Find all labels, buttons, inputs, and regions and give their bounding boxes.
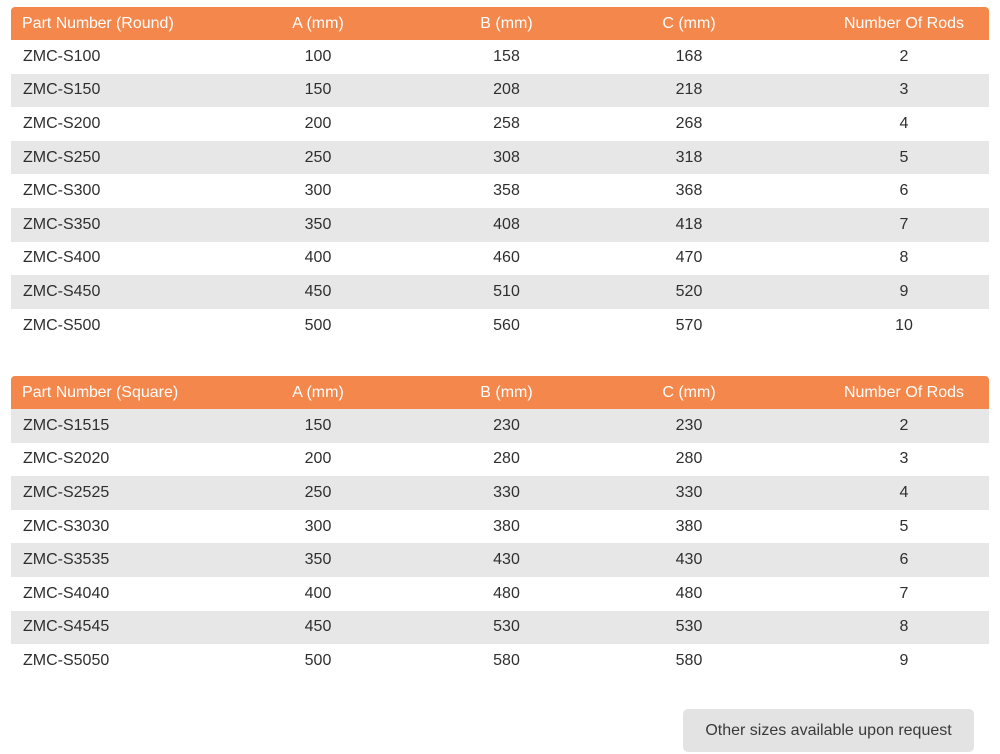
c-cell: 230 <box>675 416 703 434</box>
b-cell: 308 <box>493 148 520 166</box>
square-parts-table <box>11 376 989 678</box>
rods-cell: 6 <box>899 551 909 569</box>
rods-cell: 3 <box>899 81 909 99</box>
part-number-cell: ZMC-S450 <box>23 282 101 300</box>
table-row <box>11 611 989 645</box>
b-cell: 408 <box>493 215 520 233</box>
a-cell: 500 <box>304 651 332 669</box>
table-row <box>11 74 989 108</box>
b-cell: 280 <box>493 450 520 468</box>
table-row <box>11 476 989 510</box>
a-cell: 150 <box>304 416 332 434</box>
b-cell: 230 <box>493 416 520 434</box>
table-row <box>11 510 989 544</box>
a-cell: 300 <box>304 182 332 200</box>
rods-cell: 3 <box>899 450 909 468</box>
rods-cell: 7 <box>899 584 909 602</box>
header-number-of-rods: Number Of Rods <box>843 383 965 401</box>
c-cell: 520 <box>675 282 703 300</box>
b-cell: 358 <box>493 182 520 200</box>
c-cell: 368 <box>675 182 703 200</box>
a-cell: 250 <box>304 483 332 501</box>
a-cell: 100 <box>304 47 332 65</box>
rods-cell: 5 <box>899 148 909 166</box>
c-cell: 168 <box>675 47 703 65</box>
b-cell: 460 <box>493 249 520 267</box>
header-part-prefix: Part <box>22 14 52 32</box>
a-cell: 450 <box>304 282 332 300</box>
rods-cell: 6 <box>899 182 909 200</box>
table-row <box>11 443 989 477</box>
b-cell: 510 <box>493 282 520 300</box>
rods-cell: 4 <box>899 114 909 132</box>
square-table-header <box>11 376 989 409</box>
a-cell: 350 <box>304 215 332 233</box>
header-part-suffix: (Square) <box>115 383 179 401</box>
table-row <box>11 174 989 208</box>
table-row <box>11 275 989 309</box>
rods-cell: 8 <box>899 618 909 636</box>
rods-cell: 2 <box>899 416 909 434</box>
table-row <box>11 107 989 141</box>
header-number-of-rods: Number Of Rods <box>843 14 965 32</box>
header-a: A (mm) <box>292 383 344 401</box>
table-row <box>11 208 989 242</box>
table-row <box>11 409 989 443</box>
table-row <box>11 644 989 678</box>
a-cell: 400 <box>304 584 332 602</box>
a-cell: 200 <box>304 450 332 468</box>
c-cell: 318 <box>675 148 703 166</box>
table-row <box>11 309 989 343</box>
table-row <box>11 242 989 276</box>
part-number-cell: ZMC-S2020 <box>23 450 110 468</box>
part-number-cell: ZMC-S2525 <box>23 483 110 501</box>
rods-cell: 8 <box>899 249 909 267</box>
b-cell: 158 <box>493 47 520 65</box>
part-number-cell: ZMC-S4545 <box>23 618 110 636</box>
table-row <box>11 40 989 74</box>
header-part-number <box>11 384 182 402</box>
header-c: C (mm) <box>662 14 716 32</box>
c-cell: 268 <box>675 114 703 132</box>
header-b: B (mm) <box>480 383 533 401</box>
other-sizes-note: Other sizes available upon request <box>683 709 974 752</box>
table-row <box>11 577 989 611</box>
c-cell: 580 <box>675 651 703 669</box>
c-cell: 218 <box>675 81 703 99</box>
b-cell: 380 <box>493 517 520 535</box>
c-cell: 530 <box>675 618 703 636</box>
c-cell: 418 <box>675 215 703 233</box>
round-table-header <box>11 7 989 40</box>
header-part-bold: Number <box>55 14 112 32</box>
rods-cell: 5 <box>899 517 909 535</box>
c-cell: 430 <box>675 551 703 569</box>
b-cell: 530 <box>493 618 520 636</box>
part-number-cell: ZMC-S150 <box>23 81 101 99</box>
part-number-cell: ZMC-S300 <box>23 182 101 200</box>
header-part-bold: Number <box>55 383 112 401</box>
rods-cell: 9 <box>899 282 909 300</box>
c-cell: 570 <box>675 316 703 334</box>
a-cell: 350 <box>304 551 332 569</box>
a-cell: 200 <box>304 114 332 132</box>
header-part-suffix: (Round) <box>115 14 174 32</box>
c-cell: 280 <box>675 450 703 468</box>
b-cell: 580 <box>493 651 520 669</box>
b-cell: 480 <box>493 584 520 602</box>
b-cell: 430 <box>493 551 520 569</box>
a-cell: 300 <box>304 517 332 535</box>
rods-cell: 2 <box>899 47 909 65</box>
part-number-cell: ZMC-S250 <box>23 148 101 166</box>
part-number-cell: ZMC-S100 <box>23 47 101 65</box>
a-cell: 250 <box>304 148 332 166</box>
table-row <box>11 543 989 577</box>
rods-cell: 7 <box>899 215 909 233</box>
rods-cell: 4 <box>899 483 909 501</box>
b-cell: 258 <box>493 114 520 132</box>
part-number-cell: ZMC-S350 <box>23 215 101 233</box>
b-cell: 330 <box>493 483 520 501</box>
header-part-prefix: Part <box>22 383 52 401</box>
part-number-cell: ZMC-S1515 <box>23 416 110 434</box>
c-cell: 480 <box>675 584 703 602</box>
c-cell: 470 <box>675 249 703 267</box>
a-cell: 150 <box>304 81 332 99</box>
rods-cell: 10 <box>895 316 913 334</box>
a-cell: 400 <box>304 249 332 267</box>
rods-cell: 9 <box>899 651 909 669</box>
round-parts-table <box>11 7 989 342</box>
b-cell: 560 <box>493 316 520 334</box>
header-c: C (mm) <box>662 383 716 401</box>
a-cell: 450 <box>304 618 332 636</box>
part-number-cell: ZMC-S4040 <box>23 584 110 602</box>
header-a: A (mm) <box>292 14 344 32</box>
part-number-cell: ZMC-S400 <box>23 249 101 267</box>
part-number-cell: ZMC-S500 <box>23 316 101 334</box>
b-cell: 208 <box>493 81 520 99</box>
c-cell: 330 <box>675 483 703 501</box>
table-row <box>11 141 989 175</box>
a-cell: 500 <box>304 316 332 334</box>
part-number-cell: ZMC-S3535 <box>23 551 110 569</box>
header-part-number <box>11 15 182 33</box>
c-cell: 380 <box>675 517 703 535</box>
header-b: B (mm) <box>480 14 533 32</box>
part-number-cell: ZMC-S5050 <box>23 651 110 669</box>
part-number-cell: ZMC-S3030 <box>23 517 110 535</box>
part-number-cell: ZMC-S200 <box>23 114 101 132</box>
